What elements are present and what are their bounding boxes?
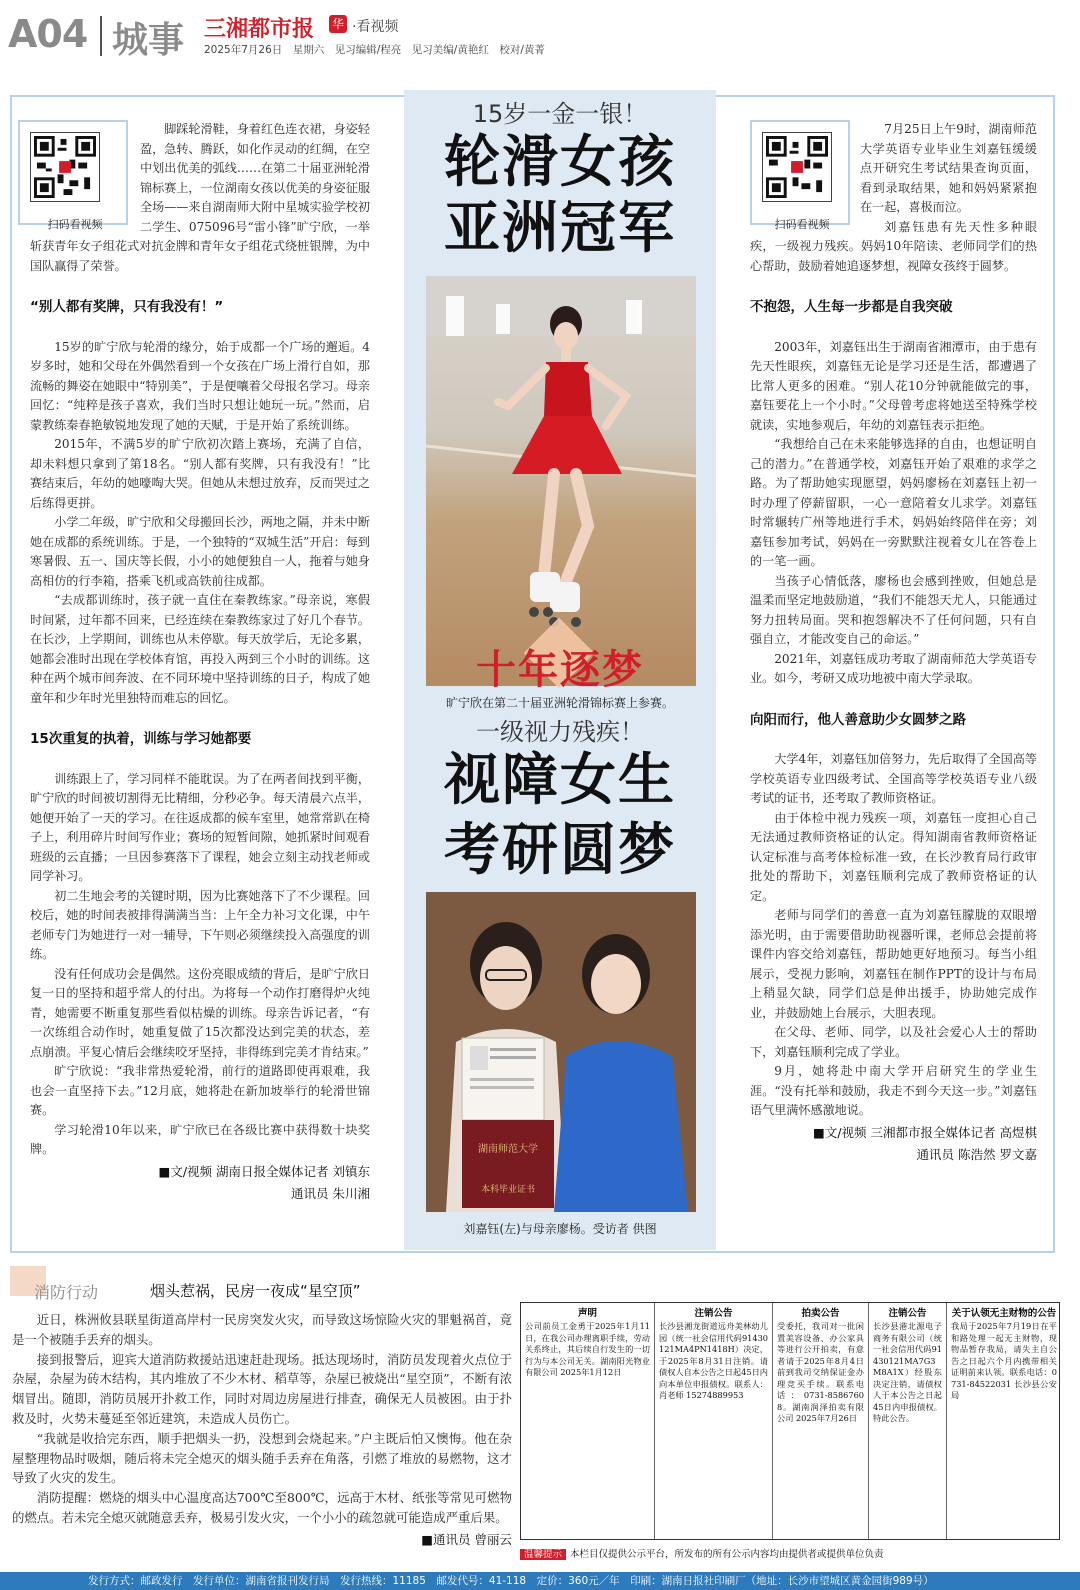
notice-disclaimer xyxy=(520,1546,1060,1560)
paragraph: 在父母、老师、同学，以及社会爱心人士的帮助下，刘嘉钰顺利完成了学业。 xyxy=(750,1025,1037,1059)
photo-caption: 旷宁欣在第二十届亚洲轮滑锦标赛上参赛。 xyxy=(445,696,674,710)
notice-body: 公司前员工金勇于2025年1月11日，在我公司办理离职手续，劳动关系终止，其后续自行发生的一切行为与本公司无关。湖南阳光物业有限公司 2025年1月12日 xyxy=(525,1321,650,1377)
qr-label: 扫码看视频 xyxy=(774,217,830,231)
notice xyxy=(655,1303,773,1539)
byline: ■文/视频 三湘都市报全媒体记者 高煜棋 xyxy=(813,1124,1037,1140)
paragraph: 大学4年，刘嘉钰加倍努力，先后取得了全国高等学校英语专业四级考试、全国高等学校英语专业八级考试的证书，还考取了教师资格证。 xyxy=(750,752,1037,805)
notice-disclaimer-text: 本栏目仅提供公示平台，所发布的所有公示内容均由提供者或提供单位负责 xyxy=(570,1549,884,1560)
right-article xyxy=(750,120,1037,1165)
paragraph: “去成都训练时，孩子就一直住在秦教练家。”母亲说，寒假时间紧，过年都不回来，已经连续在秦教练家过了好几个春节。在长沙，上学期间，训练也从未停歇。每天放学后，无论多累，她都会准时出现在学校体育馆，再投入两到三个小时的训练。这种在两个城市间奔波、在不同环境中坚持训练的日子，构成了她童年和少年时光里独特而难忘的回忆。 xyxy=(30,593,370,705)
headline: 轮滑女孩 xyxy=(444,130,676,195)
paper-name: 三湘都市报 xyxy=(204,17,315,42)
subheading: 15次重复的执着，训练与学习她都要 xyxy=(30,731,252,747)
headline: 亚洲冠军 xyxy=(444,196,676,261)
paragraph: 接到报警后，迎宾大道消防救援站迅速赶赴现场。抵达现场时，消防员发现着火点位于杂屋，杂屋为砖木结构，其内堆放了不少木材、稻草等，杂屋已被烧出“星空顶”，不断有浓烟冒出。随即，消防员展开扑救工作，同时对周边房屋进行排查，确保无人员被困。由于扑救及时，火势未蔓延至邻近建筑，未造成人员伤亡。 xyxy=(12,1351,512,1426)
paragraph: 2003年，刘嘉钰出生于湖南省湘潭市，由于患有先天性眼疾，刘嘉钰无论是学习还是生活，都遭遇了比常人更多的困难。“别人花10分钟就能做完的事，嘉钰要花上一个小时。”父母曾考虑将她送至特殊学校就读，实地参观后，年幼的刘嘉钰表示拒绝。 xyxy=(750,339,1037,432)
byline: ■通讯员 曾丽云 xyxy=(421,1531,512,1547)
qr-label: 扫码看视频 xyxy=(47,217,103,231)
byline: 通讯员 陈浩然 罗文嘉 xyxy=(916,1146,1037,1162)
graduate-photo xyxy=(426,892,696,1212)
notice-title: 注销公告 xyxy=(694,1308,733,1319)
paragraph: 9月，她将赴中南大学开启研究生的学业生涯。“没有托举和鼓励，我走不到今天这一步。”刘嘉钰语气里满怀感激地说。 xyxy=(750,1064,1037,1117)
subheading: 向阳而行，他人善意助少女圆梦之路 xyxy=(750,711,966,728)
lead-paragraph: 刘嘉钰患有先天性多种眼疾，一级视力残疾。妈妈10年陪读、老师同学们的热心帮助，鼓励着她追逐梦想，视障女孩终于圆梦。 xyxy=(750,219,1037,273)
headline: 视障女生 xyxy=(444,748,676,813)
subheading: 不抱怨，人生每一步都是自我突破 xyxy=(750,299,953,315)
app-logo-icon: 华 xyxy=(329,15,347,33)
notice xyxy=(521,1303,655,1539)
footer: 发行方式：邮政发行 发行单位：湖南省报刊发行局 发行热线：11185 邮发代号：41-118 定价：360元／年 印刷：湖南日报社印刷厂（地址：长沙市望城区黄金园街989号） xyxy=(0,1572,1080,1590)
paragraph: 2021年，刘嘉钰成功考取了湖南师范大学英语专业。如今，考研又成功地被中南大学录取。 xyxy=(750,651,1037,685)
column-label: 消防行动 xyxy=(34,1283,99,1302)
notice-body: 受委托，我司对一批闲置美容设备、办公家具等进行公开拍卖，有意者请于2025年8月4日前到我司交纳保证金办理竞买手续。联系电话：0731-85867608。湖南润泽拍卖有限公司 2025年7月26日 xyxy=(777,1321,864,1423)
paragraph: 由于体检中视力残疾一项，刘嘉钰一度担心自己无法通过教师资格证的认定。得知湖南省教师资格证认定标准与高考体检标准一致，在长沙教育局行政审批处的帮助下，刘嘉钰顺利完成了教师资格证的认定。 xyxy=(750,810,1037,903)
paragraph: 老师与同学们的善意一直为刘嘉钰朦胧的双眼增添光明，由于需要借助助视器听课，老师总会提前将课件内容交给刘嘉钰，帮助她更好地预习。每当小组展示，受视力影响，刘嘉钰在制作PPT的设计与布局上稍显欠缺，同学们总是伸出援手，协助她完成作业，并鼓励她上台展示，大胆表现。 xyxy=(750,908,1037,1020)
notice xyxy=(869,1303,947,1539)
paragraph: 近日，株洲攸县联星街道高岸村一民房突发火灾，而导致这场惊险火灾的罪魁祸首，竟是一个被随手丢弃的烟头。 xyxy=(12,1312,512,1347)
mid-title: 十年逐梦 xyxy=(476,647,644,693)
qr-code-icon[interactable] xyxy=(762,132,832,202)
center-panel xyxy=(404,90,716,1250)
notice xyxy=(947,1303,1061,1539)
paragraph: 旷宁欣说：“我非常热爱轮滑，前行的道路即使再艰难，我也会一直坚持下去。”12月底，她将赴在新加坡举行的轮滑世锦赛。 xyxy=(30,1064,370,1117)
mother-daughter-figures xyxy=(426,892,696,1212)
paragraph: 学习轮滑10年以来，旷宁欣已在各级比赛中获得数十块奖牌。 xyxy=(30,1122,370,1156)
lead-paragraph: 脚踩轮滑鞋，身着红色连衣裙，身姿轻盈，急转、腾跃，如化作灵动的红绸，在空中划出优美的弧线……在第二十届亚洲轮滑锦标赛上，一位湖南女孩以优美的身姿征服全场——来自湖南师大附中星城实验学校初二学生、075096号“雷小锋”旷宁欣，一举斩获青年女子组花式对抗金牌和青年女子组花式绕桩银牌，为中国队赢得了荣誉。 xyxy=(30,122,370,273)
fire-headline: 烟头惹祸，民房一夜成“星空顶” xyxy=(150,1282,361,1300)
paragraph: 初二生地会考的关键时期，因为比赛她落下了不少课程。回校后，她的时间表被排得满满当当：上午全力补习文化课，中午老师专门为她进行一对一辅导，下午则必须继续投入高强度的训练。 xyxy=(30,888,370,961)
notice-title: 关于认领无主财物的公告 xyxy=(951,1308,1057,1319)
paragraph: 消防提醒：燃烧的烟头中心温度高达700℃至800℃，远高于木材、纸张等常见可燃物的燃点。若未完全熄灭就随意丢弃，极易引发火灾，一个小小的疏忽就可能造成严重后果。 xyxy=(12,1490,512,1525)
paragraph: 训练跟上了，学习同样不能耽误。为了在两者间找到平衡，旷宁欣的时间被切割得无比精细，分秒必争。每天清晨六点半，她便开始了一天的学习。在往返成都的候车室里，她常常趴在椅子上，利用碎片时间写作业；赛场的短暂间隙，她抓紧时间观看班级的云直播；一旦因参赛落下了课程，她会立刻主动找老师或同学补习。 xyxy=(30,771,370,883)
subheading: “别人都有奖牌，只有我没有！” xyxy=(30,299,224,315)
paragraph: “我想给自己在未来能够选择的自由，也想证明自己的潜力。”在普通学校，刘嘉钰开始了艰难的求学之路。为了帮助她实现愿望，妈妈廖杨在刘嘉钰上初一时办理了停薪留职，一心一意陪着女儿求学。刘嘉钰时常辗转广州等地进行手术，妈妈始终陪伴在旁；刘嘉钰参加考试，妈妈在一旁默默注视着女儿在答卷上的一笔一画。 xyxy=(750,437,1037,568)
kicker: 一级视力残疾！ xyxy=(476,718,644,746)
kicker: 15岁一金一银！ xyxy=(472,100,648,128)
section-title: 城事 xyxy=(112,20,185,61)
page-number: A04 xyxy=(8,12,88,56)
notice xyxy=(773,1303,869,1539)
cert-school: 湖南师范大学 xyxy=(478,1144,538,1155)
notice-body: 我局于2025年7月19日在平和路处理一起无主财物，现物品暂存我局，请失主自公告之日起六个月内携带相关证明前来认领。联系电话：0731-84522031 长沙县公安局 xyxy=(951,1321,1057,1400)
public-notices xyxy=(520,1302,1060,1540)
notice-title: 注销公告 xyxy=(888,1308,927,1319)
masthead-divider xyxy=(100,16,102,56)
fire-article xyxy=(12,1310,512,1550)
notice-title: 声明 xyxy=(577,1308,597,1319)
notice-body: 长沙县港北源电子商务有限公司（统一社会信用代码91430121MA7G3M8A1X）经股东决定注销，请债权人于本公告之日起45日内申报债权。特此公告。 xyxy=(873,1321,942,1423)
qr-box-right xyxy=(750,120,850,231)
byline: ■文/视频 湖南日报全媒体记者 刘镇东 xyxy=(158,1163,370,1179)
paragraph: 没有任何成功会是偶然。这份亮眼成绩的背后，是旷宁欣日复一日的坚持和超乎常人的付出。为将每一个动作打磨得炉火纯青，她需要不断重复那些看似枯燥的训练。母亲告诉记者，“有一次练组合动作时，她重复做了15次都没达到完美的状态，差点崩溃。平复心情后会继续咬牙坚持，非得练到完美才肯结束。” xyxy=(30,966,370,1059)
cert-title: 本科毕业证书 xyxy=(480,1185,536,1195)
paragraph: 小学二年级，旷宁欣和父母搬回长沙，两地之隔，并未中断她在成都的系统训练。于是，一个独特的“双城生活”开启：每到寒暑假、五一、国庆等长假，小小的她便独自一人，拖着与她身高相仿的行李箱，搭乘飞机或高铁前往成都。 xyxy=(30,515,370,588)
notice-title: 拍卖公告 xyxy=(801,1308,840,1319)
paragraph: 当孩子心情低落，廖杨也会感到挫败，但她总是温柔而坚定地鼓励道，“我们不能怨天尤人，只能通过努力扭转局面。哭和抱怨解决不了任何问题，只有自强自立，才能改变自己的命运。” xyxy=(750,573,1037,646)
photo-caption: 刘嘉钰(左)与母亲廖杨。受访者 供图 xyxy=(463,1222,657,1236)
lead-paragraph: 7月25日上午9时，湖南师范大学英语专业毕业生刘嘉钰缓缓点开研究生考试结果查询页面，看到录取结果，她和妈妈紧紧抱在一起，喜极而泣。 xyxy=(860,122,1037,214)
paragraph: 15岁的旷宁欣与轮滑的缘分，始于成都一个广场的邂逅。4岁多时，她和父母在外偶然看到一个女孩在广场上滑行自如，那流畅的舞姿在她眼中“特别美”，于是便嚷着父母报名学习。母亲回忆：“纯粹是孩子喜欢，我们当时只想让她玩一玩。”然而，启蒙教练秦春艳敏锐地发现了她的天赋，于是开始了系统训练。 xyxy=(30,339,370,432)
dateline: 2025年7月26日 星期六 见习编辑/程亮 见习美编/黄艳红 校对/黄菁 xyxy=(204,44,545,56)
paragraph: “我就是收拾完东西，顺手把烟头一扔，没想到会烧起来。”户主既后怕又懊悔。他在杂屋整理物品时吸烟，随后将未完全熄灭的烟头随手丢弃在角落，引燃了堆放的易燃物，这才导致了火灾的发生。 xyxy=(12,1430,512,1486)
notice-body: 长沙县湘龙街道远舟美林幼儿园（统一社会信用代码91430121MA4PN1418H）决定，于2025年8月31日注销。请债权人自本公告之日起45日内向本单位申报债权。联系人：肖老师 15274889953 xyxy=(659,1321,768,1400)
byline: 通讯员 朱川湘 xyxy=(291,1185,370,1201)
masthead xyxy=(0,0,1080,68)
left-article xyxy=(30,120,370,1204)
paragraph: 2015年，不满5岁的旷宁欣初次踏上赛场，充满了自信，却未料想只拿到了第18名。“别人都有奖牌，只有我没有！”比赛结束后，年幼的她嚎啕大哭。但她从未想过放弃，反而哭过之后练得更拼。 xyxy=(30,437,370,510)
qr-code-icon[interactable] xyxy=(30,132,100,202)
qr-box-left xyxy=(18,120,128,231)
video-label: ·看视频 xyxy=(352,19,399,35)
headline: 考研圆梦 xyxy=(444,818,676,883)
notice-tag: 温馨提示 xyxy=(520,1549,566,1560)
